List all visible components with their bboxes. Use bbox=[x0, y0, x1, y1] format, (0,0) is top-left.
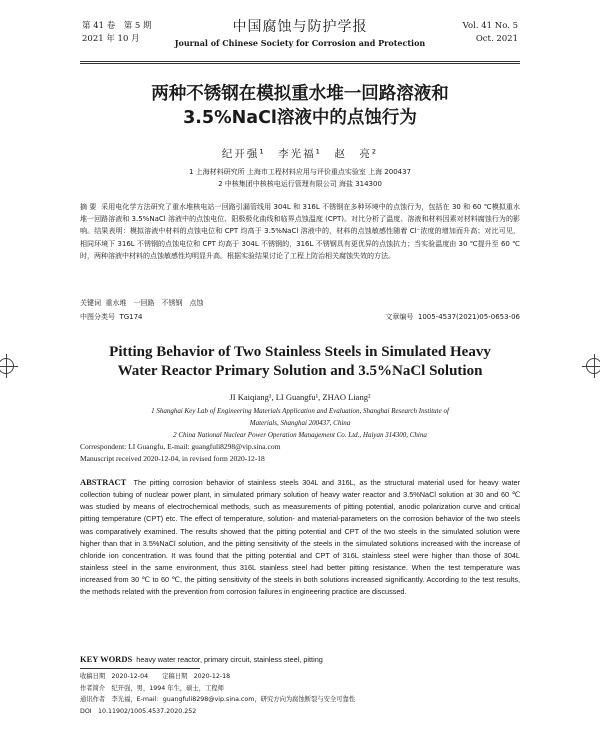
keywords-en-label: KEY WORDS bbox=[80, 654, 133, 664]
journal-title-en: Journal of Chinese Society for Corrosion and Protection bbox=[174, 38, 426, 48]
title-cn-line2: 3.5%NaCl溶液中的点蚀行为 bbox=[183, 108, 417, 128]
keywords-cn-label: 关键词 bbox=[80, 299, 101, 307]
header-right bbox=[463, 20, 518, 46]
article-label: 文章编号 bbox=[385, 313, 414, 321]
volume-cn: 第 41 卷 第 5 期 bbox=[82, 21, 152, 31]
class-value: TG174 bbox=[119, 313, 143, 321]
received-date: 收稿日期 2020-12-04 bbox=[80, 673, 149, 680]
abstract-cn-label: 摘 要 bbox=[80, 203, 97, 211]
affiliation-en-2: 2 China National Nuclear Power Operation Management Co. Ltd., Haiyan 314300, China bbox=[173, 431, 427, 439]
author-bio: 作者简介 纪开强，男，1994 年生，硕士，工程师 bbox=[80, 684, 224, 692]
doi[interactable]: DOI 10.11902/1005.4537.2020.252 bbox=[80, 707, 197, 715]
abstract-en bbox=[80, 476, 520, 599]
article-number bbox=[385, 311, 520, 323]
footnote bbox=[80, 671, 520, 717]
correspondent: Correspondent: LI Guangfu, E-mail: guangfuli8298@vip.sina.com bbox=[80, 442, 281, 451]
footnote-dates bbox=[80, 671, 520, 683]
revised-date: 定稿日期 2020-12-18 bbox=[162, 673, 231, 680]
title-en bbox=[0, 343, 600, 381]
abstract-cn bbox=[80, 201, 520, 262]
classification-row bbox=[80, 311, 520, 323]
affiliations-cn bbox=[0, 166, 600, 190]
title-en-line2: Water Reactor Primary Solution and 3.5%NaCl Solution bbox=[117, 363, 483, 379]
title-cn-line1: 两种不锈钢在模拟重水堆一回路溶液和 bbox=[151, 84, 449, 104]
keywords-en-text: heavy water reactor, primary circuit, stainless steel, pitting bbox=[136, 655, 323, 664]
affiliation-en-1b: Materials, Shanghai 200437, China bbox=[249, 419, 351, 427]
date-en: Oct. 2021 bbox=[475, 34, 518, 44]
abstract-cn-text: 采用电化学方法研究了重水堆核电站一回路引漏管线用 304L 和 316L 不锈钢在多种环境中的点蚀行为，包括在 30 和 60 ℃模拟重水堆一回路溶液和 3.5%NaCl 溶液中的点蚀电位、阳极极化曲线和临界点蚀温度 (CPT)。对比分析了温度、溶液和材料因素对材料腐蚀行为的影响。结果表明：模拟溶液中材料的点蚀电位和 CPT 均高于 3.5%NaCl 溶液中的，材料的点蚀敏感性随着 Cl⁻浓度的增加而升高；对比可见，相同环境下 316L 不锈钢的点蚀电位和 CPT 均高于 304L 不锈钢的，316L 不锈钢具有更优异的点蚀抗力；当实验温度由 30 ℃提升至 60 ℃时，两种溶液中材料的点蚀敏感性均明显升高。根据实验结果讨论了工程上防治相关腐蚀失效的方法。 bbox=[80, 203, 520, 260]
abstract-en-label: ABSTRACT bbox=[80, 477, 127, 487]
correspondence-block bbox=[80, 441, 280, 465]
title-cn bbox=[0, 82, 600, 130]
header-rule bbox=[80, 63, 520, 64]
affiliation-cn-2: 2 中核集团中核核电运行管理有限公司 海盐 314300 bbox=[218, 180, 382, 188]
authors-en: JI Kaiqiang¹, LI Guangfu¹, ZHAO Liang² bbox=[229, 392, 371, 402]
affiliation-cn-1: 1 上海材料研究所 上海市工程材料应用与评价重点实验室 上海 200437 bbox=[188, 168, 412, 176]
article-value: 1005-4537(2021)05-0653-06 bbox=[417, 313, 520, 321]
authors-cn: 纪开强¹ 李光福¹ 赵 亮² bbox=[221, 148, 379, 160]
affiliation-en-1a: 1 Shanghai Key Lab of Engineering Materials Application and Evaluation, Shanghai Research Institute of bbox=[151, 407, 449, 415]
footnote-rule bbox=[80, 668, 200, 669]
corresponding-author: 通讯作者 李光福，E-mail：guangfuli8298@vip.sina.com，研究方向为腐蚀断裂与安全可靠性 bbox=[80, 696, 356, 703]
title-en-line1: Pitting Behavior of Two Stainless Steels in Simulated Heavy bbox=[109, 344, 491, 360]
journal-title-cn: 中国腐蚀与防护学报 bbox=[232, 19, 368, 35]
class-label: 中图分类号 bbox=[80, 313, 115, 321]
keywords-cn bbox=[80, 297, 520, 309]
abstract-en-text: The pitting corrosion behavior of stainless steels 304L and 316L, as the structural material used for heavy water collection tubing of nuclear power plant, in simulated primary solution of heavy water reactor and 3.5%NaCl solution at 30 and 60 ℃ was studied by means of electrochemical methods, such as measurements of pitting potential, anodic polarization curve and critical pitting temperature (CPT) etc. The effect of temperature, solution- and material-parameters on the corrosion behavior of the two steels was comparatively examined. The results showed that the pitting potential and CPT of the two steels in the simulated solution were higher than that in 3.5%NaCl solution, and the pitting sensitivity of the steels in the simulated solutions increased with the increase of chloride ion concentration. It was found that the pitting potential and CPT of 316L stainless steel were higher than those of 304L stainless steel in the same environment, thus 316L stainless steel had better pitting resistance. When the test temperature was increased from 30 ℃ to 60 ℃, the pitting sensitivity of the steels in both solutions increased significantly. According to the test results, the methods related with the prevention from corrosion failures in engineering practice are discussed. bbox=[80, 478, 520, 597]
keywords-en bbox=[80, 654, 520, 664]
affiliations-en bbox=[100, 405, 500, 441]
manuscript-dates: Manuscript received 2020-12-04, in revised form 2020-12-18 bbox=[80, 454, 265, 463]
keywords-cn-text: 重水堆 一回路 不锈钢 点蚀 bbox=[105, 299, 204, 307]
volume-en: Vol. 41 No. 5 bbox=[462, 21, 518, 31]
header-rule bbox=[80, 61, 520, 62]
date-cn: 2021 年 10 月 bbox=[82, 34, 140, 44]
